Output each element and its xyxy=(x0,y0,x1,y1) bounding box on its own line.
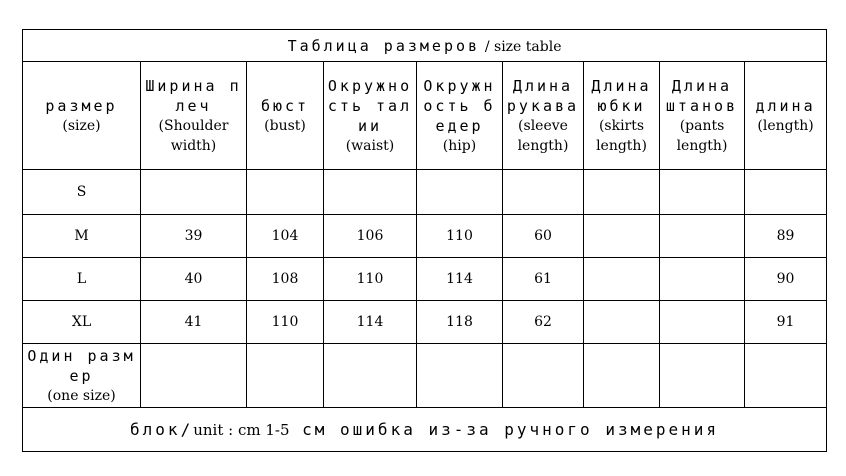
header-size xyxy=(23,62,141,170)
skirt-cell xyxy=(584,301,660,344)
bust-cell xyxy=(247,170,324,215)
header-length-en: (length) xyxy=(757,117,814,134)
one-size-en: (one size) xyxy=(47,387,116,404)
table-row xyxy=(23,215,827,258)
pants-cell xyxy=(660,258,745,301)
pants-cell xyxy=(660,301,745,344)
waist-cell xyxy=(324,170,417,215)
header-row xyxy=(23,62,827,170)
length-cell: 89 xyxy=(745,215,827,258)
header-waist-ru: Окружность талии xyxy=(327,76,413,135)
hip-cell xyxy=(417,170,503,215)
header-skirt-ru: Длина юбки xyxy=(591,76,652,115)
table-row xyxy=(23,301,827,344)
header-length-ru: длина xyxy=(755,96,816,115)
header-sleeve-en: (sleeve length) xyxy=(517,117,569,154)
shoulder-cell: 39 xyxy=(141,215,247,258)
skirt-cell xyxy=(584,215,660,258)
footer-unit-ru: блок/ xyxy=(130,420,194,439)
header-pants-en: (pants length) xyxy=(676,117,728,154)
header-waist-en: (waist) xyxy=(345,137,395,154)
empty-cell xyxy=(247,344,324,408)
sleeve-cell: 61 xyxy=(503,258,584,301)
length-cell xyxy=(745,170,827,215)
skirt-cell xyxy=(584,170,660,215)
sleeve-cell: 62 xyxy=(503,301,584,344)
header-bust-ru: бюст xyxy=(260,96,310,115)
header-bust-en: (bust) xyxy=(264,117,306,134)
size-cell: XL xyxy=(23,301,141,344)
table-title xyxy=(23,30,827,62)
header-sleeve-ru: Длина рукава xyxy=(506,76,580,115)
header-pants xyxy=(660,62,745,170)
bust-cell: 110 xyxy=(247,301,324,344)
header-shoulder-ru: Ширина плеч xyxy=(145,76,242,115)
footer-error-ru: см ошибка из-за ручного измерения xyxy=(289,420,720,439)
skirt-cell xyxy=(584,258,660,301)
waist-cell: 114 xyxy=(324,301,417,344)
header-skirt xyxy=(584,62,660,170)
one-size-ru: Один размер xyxy=(27,346,136,385)
hip-cell: 118 xyxy=(417,301,503,344)
hip-cell: 110 xyxy=(417,215,503,258)
empty-cell xyxy=(584,344,660,408)
length-cell: 90 xyxy=(745,258,827,301)
table-title-ru: Таблица размеров xyxy=(287,36,481,55)
one-size-cell xyxy=(23,344,141,408)
empty-cell xyxy=(660,344,745,408)
waist-cell: 106 xyxy=(324,215,417,258)
footer-note xyxy=(23,408,827,452)
header-shoulder-en: (Shoulder width) xyxy=(158,117,229,154)
header-size-en: (size) xyxy=(62,117,101,134)
header-size-ru: размер xyxy=(45,96,118,115)
header-hip xyxy=(417,62,503,170)
empty-cell xyxy=(417,344,503,408)
table-row xyxy=(23,258,827,301)
empty-cell xyxy=(141,344,247,408)
waist-cell: 110 xyxy=(324,258,417,301)
shoulder-cell: 41 xyxy=(141,301,247,344)
size-cell: L xyxy=(23,258,141,301)
header-hip-en: (hip) xyxy=(442,137,477,154)
header-length xyxy=(745,62,827,170)
bust-cell: 108 xyxy=(247,258,324,301)
size-table xyxy=(22,29,827,452)
pants-cell xyxy=(660,170,745,215)
table-title-en: / size table xyxy=(484,38,562,55)
header-bust xyxy=(247,62,324,170)
bust-cell: 104 xyxy=(247,215,324,258)
length-cell: 91 xyxy=(745,301,827,344)
hip-cell: 114 xyxy=(417,258,503,301)
footer-unit-en: unit : cm 1-5 xyxy=(193,421,290,439)
table-row xyxy=(23,344,827,408)
shoulder-cell: 40 xyxy=(141,258,247,301)
header-shoulder xyxy=(141,62,247,170)
header-skirt-en: (skirts length) xyxy=(596,117,647,154)
table-row xyxy=(23,170,827,215)
shoulder-cell xyxy=(141,170,247,215)
pants-cell xyxy=(660,215,745,258)
header-pants-ru: Длина штанов xyxy=(665,76,739,115)
empty-cell xyxy=(745,344,827,408)
size-cell: M xyxy=(23,215,141,258)
empty-cell xyxy=(324,344,417,408)
header-waist xyxy=(324,62,417,170)
header-hip-ru: Окружность бедер xyxy=(423,76,496,135)
sleeve-cell: 60 xyxy=(503,215,584,258)
header-sleeve xyxy=(503,62,584,170)
size-cell: S xyxy=(23,170,141,215)
empty-cell xyxy=(503,344,584,408)
sleeve-cell xyxy=(503,170,584,215)
